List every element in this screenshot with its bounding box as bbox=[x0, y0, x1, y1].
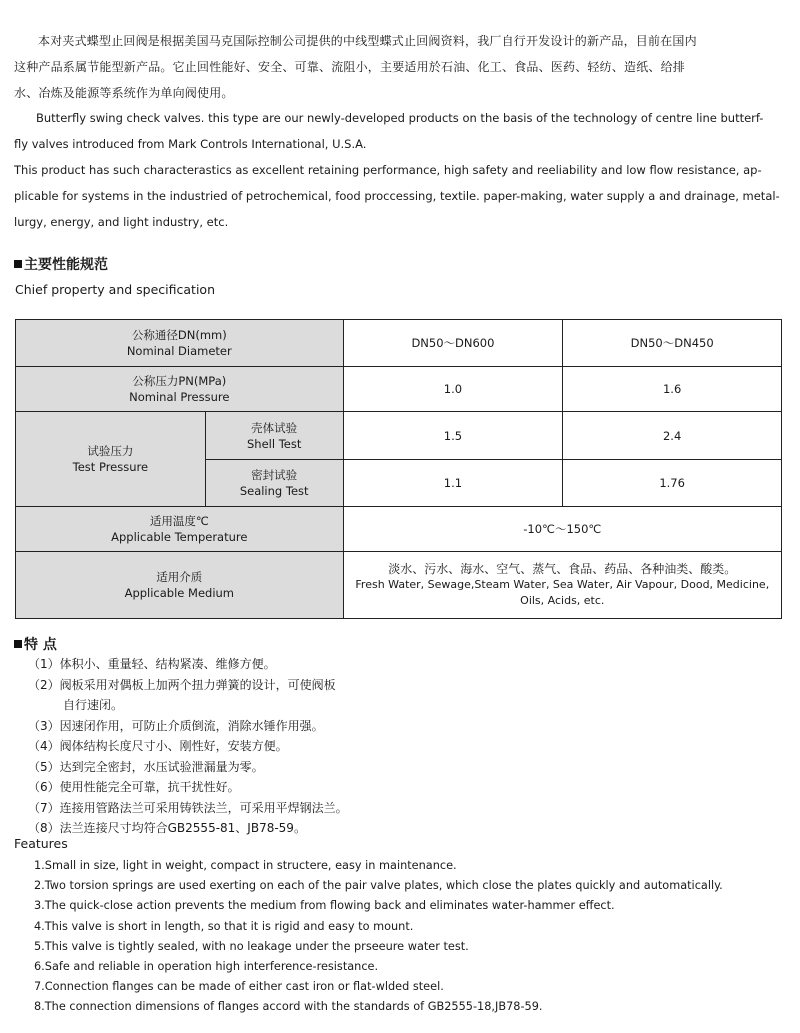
intro-en-line: This product has such characterastics as excellent retaining performance, high safety and reeliability and low flow resistance, ap- bbox=[14, 163, 762, 177]
list-item: 6.Safe and reliable in operation high interference-resistance. bbox=[34, 959, 379, 973]
label-en: Sealing Test bbox=[239, 484, 309, 498]
table-row bbox=[16, 507, 782, 552]
list-item: 7.Connection flanges can be made of either cast iron or flat-wlded steel. bbox=[34, 980, 444, 994]
intro-en-paragraph bbox=[14, 105, 796, 235]
medium-value-en: Fresh Water, Sewage,Steam Water, Sea Water, Air Vapour, Dood, Medicine, bbox=[355, 578, 770, 591]
label-cn: 适用温度℃ bbox=[149, 514, 209, 528]
label-cn: 密封试验 bbox=[251, 468, 298, 482]
sealing-test-value-1: 1.1 bbox=[343, 460, 563, 507]
label-en: Test Pressure bbox=[72, 460, 149, 474]
nominal-pressure-label bbox=[16, 367, 344, 412]
spec-heading-cn: 主要性能规范 bbox=[24, 257, 108, 273]
label-cn: 公称压力PN(MPa) bbox=[132, 374, 227, 388]
spec-heading-en: Chief property and specification bbox=[15, 282, 215, 297]
nominal-pressure-value-2: 1.6 bbox=[563, 367, 782, 412]
square-bullet-icon bbox=[14, 640, 22, 648]
features-cn-list bbox=[28, 654, 348, 839]
intro-cn-line: 这种产品系属节能型新产品。它止回性能好、安全、可靠、流阻小，主要适用於石油、化工、食品、医药、轻纺、造纸、给排 bbox=[14, 60, 686, 74]
list-item: （4）阀体结构长度尺寸小、刚性好，安装方便。 bbox=[28, 739, 288, 753]
medium-label bbox=[16, 552, 344, 619]
list-item: （2）阀板采用对偶板上加两个扭力弹簧的设计，可使阀板 bbox=[28, 677, 336, 692]
list-item: 自行速闭。 bbox=[63, 698, 124, 712]
label-cn: 公称通径DN(mm) bbox=[131, 328, 227, 342]
intro-cn-line: 本对夹式蝶型止回阀是根据美国马克国际控制公司提供的中线型蝶式止回阀资料，我厂自行开发设计的新产品，目前在国内 bbox=[38, 34, 697, 48]
nominal-diameter-value-1: DN50～DN600 bbox=[343, 320, 563, 367]
temperature-value: -10℃～150℃ bbox=[343, 507, 781, 552]
list-item: 1.Small in size, light in weight, compact in structere, easy in maintenance. bbox=[34, 859, 457, 872]
features-en-title: Features bbox=[14, 836, 68, 851]
sealing-test-value-2: 1.76 bbox=[563, 460, 782, 507]
spec-heading bbox=[14, 254, 108, 274]
features-cn-title: 特 点 bbox=[24, 637, 57, 653]
label-en: Nominal Pressure bbox=[129, 390, 230, 404]
nominal-diameter-label bbox=[16, 320, 344, 367]
spec-table bbox=[15, 319, 782, 619]
list-item: （8）法兰连接尺寸均符合GB2555-81、JB78-59。 bbox=[28, 821, 306, 835]
list-item: 3.The quick-close action prevents the medium from flowing back and eliminates water-hammer effect. bbox=[34, 899, 615, 913]
list-item: （5）达到完全密封，水压试验泄漏量为零。 bbox=[28, 759, 264, 774]
intro-cn-paragraph bbox=[14, 28, 794, 106]
nominal-pressure-value-1: 1.0 bbox=[343, 367, 563, 412]
shell-test-value-1: 1.5 bbox=[343, 412, 563, 460]
label-en: Applicable Temperature bbox=[111, 530, 248, 544]
table-row bbox=[16, 320, 782, 367]
list-item: （1）体积小、重量轻、结构紧凑、维修方便。 bbox=[28, 657, 276, 671]
list-item: （7）连接用管路法兰可采用铸铁法兰，可采用平焊钢法兰。 bbox=[28, 800, 348, 815]
table-row bbox=[16, 367, 782, 412]
list-item: 4.This valve is short in length, so that it is rigid and easy to mount. bbox=[34, 919, 414, 933]
temperature-label bbox=[16, 507, 344, 552]
shell-test-label bbox=[205, 412, 343, 460]
intro-en-line: lurgy, energy, and light industry, etc. bbox=[14, 215, 229, 229]
label-en: Shell Test bbox=[246, 436, 302, 451]
intro-en-line: plicable for systems in the industried of petrochemical, food proccessing, textile. paper-making, water supply a and drainage, metal- bbox=[14, 189, 780, 203]
intro-cn-line: 水、冶炼及能源等系统作为单向阀使用。 bbox=[14, 86, 234, 100]
list-item: 5.This valve is tightly sealed, with no leakage under the prseeure water test. bbox=[34, 939, 469, 953]
label-cn: 适用介质 bbox=[156, 570, 203, 584]
nominal-diameter-value-2: DN50～DN450 bbox=[563, 320, 782, 367]
intro-en-line: fly valves introduced from Mark Controls International, U.S.A. bbox=[14, 137, 367, 151]
shell-test-value-2: 2.4 bbox=[563, 412, 782, 460]
label-en: Applicable Medium bbox=[124, 586, 235, 600]
intro-en-line: Butterfly swing check valves. this type are our newly-developed products on the basis of the technology of centre line butterf- bbox=[36, 111, 764, 125]
medium-value bbox=[343, 552, 781, 619]
square-bullet-icon bbox=[14, 260, 22, 268]
list-item: （3）因速闭作用，可防止介质倒流，消除水锤作用强。 bbox=[28, 718, 324, 733]
sealing-test-label bbox=[205, 460, 343, 507]
label-cn: 壳体试验 bbox=[251, 420, 298, 435]
test-pressure-label bbox=[16, 412, 206, 507]
label-en: Nominal Diameter bbox=[126, 344, 232, 358]
list-item: 2.Two torsion springs are used exerting on each of the pair valve plates, which close the plates quickly and automatically. bbox=[34, 879, 723, 893]
label-cn: 试验压力 bbox=[87, 444, 134, 458]
medium-value-cn: 淡水、污水、海水、空气、蒸气、食品、药品、各种油类、酸类。 bbox=[388, 562, 737, 576]
list-item: （6）使用性能完全可靠，抗干扰性好。 bbox=[28, 780, 240, 794]
features-cn-heading bbox=[14, 634, 57, 654]
list-item: 8.The connection dimensions of flanges accord with the standards of GB2555-18,JB78-59. bbox=[34, 1000, 543, 1014]
table-row bbox=[16, 552, 782, 619]
features-en-list bbox=[34, 856, 723, 1018]
table-row bbox=[16, 412, 782, 460]
medium-value-en: Oils, Acids, etc. bbox=[520, 594, 605, 607]
